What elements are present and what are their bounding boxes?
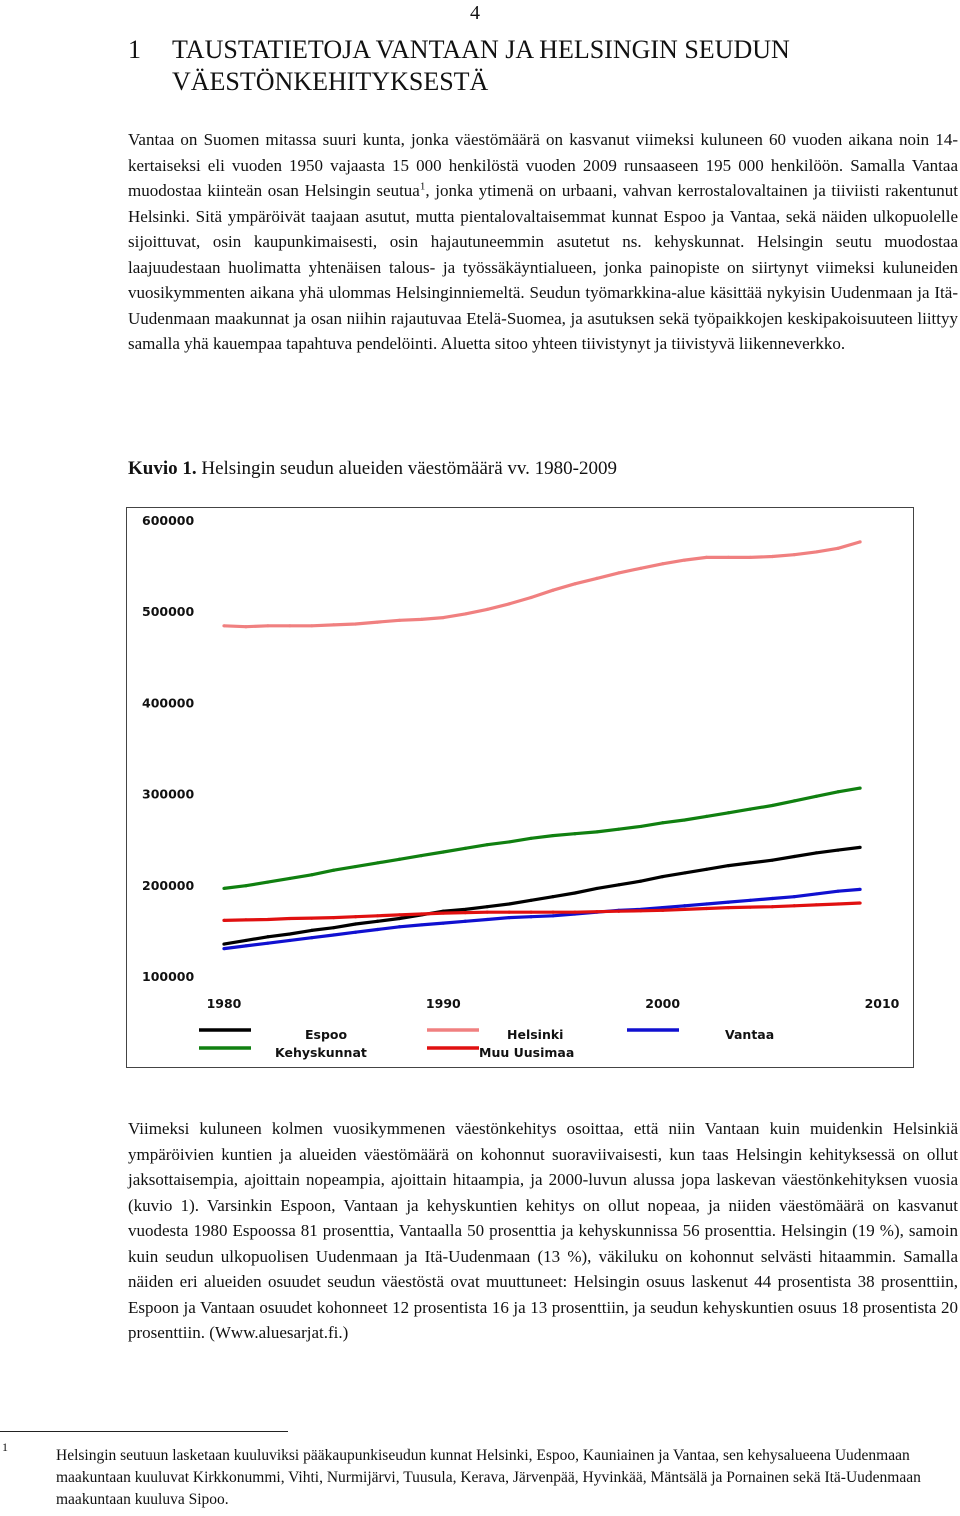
data-point-vantaa-2006 <box>793 895 796 898</box>
data-point-helsinki-2009 <box>858 540 861 543</box>
data-point-vantaa-1984 <box>310 936 313 939</box>
data-point-vantaa-1990 <box>442 922 445 925</box>
y-tick-label-600000: 600000 <box>142 513 195 528</box>
data-point-vantaa-2005 <box>771 897 774 900</box>
data-point-kehyskunnat-1981 <box>244 884 247 887</box>
data-point-helsinki-2007 <box>815 550 818 553</box>
data-point-helsinki-2004 <box>749 556 752 559</box>
data-point-helsinki-1989 <box>420 618 423 621</box>
data-point-helsinki-1992 <box>486 608 489 611</box>
data-point-vantaa-1982 <box>266 942 269 945</box>
data-point-vantaa-1988 <box>398 925 401 928</box>
data-point-muu-uusimaa-1983 <box>288 917 291 920</box>
data-point-vantaa-1981 <box>244 944 247 947</box>
data-point-kehyskunnat-1987 <box>376 861 379 864</box>
data-point-muu-uusimaa-2007 <box>815 903 818 906</box>
data-point-helsinki-2002 <box>705 556 708 559</box>
data-point-muu-uusimaa-1988 <box>398 913 401 916</box>
data-point-espoo-1995 <box>551 895 554 898</box>
data-point-muu-uusimaa-1987 <box>376 914 379 917</box>
data-point-muu-uusimaa-1990 <box>442 911 445 914</box>
figure-caption-text: Helsingin seudun alueiden väestömäärä vv. 1980-2009 <box>196 458 617 479</box>
data-point-vantaa-2002 <box>705 902 708 905</box>
data-point-helsinki-1998 <box>617 571 620 574</box>
data-point-helsinki-1984 <box>310 624 313 627</box>
data-point-vantaa-2008 <box>837 890 840 893</box>
x-tick-label-2000: 2000 <box>645 996 681 1011</box>
data-point-espoo-1994 <box>529 899 532 902</box>
data-point-espoo-1997 <box>595 887 598 890</box>
data-point-muu-uusimaa-2000 <box>661 909 664 912</box>
data-point-kehyskunnat-1993 <box>508 840 511 843</box>
data-point-espoo-2001 <box>683 871 686 874</box>
data-point-muu-uusimaa-1992 <box>486 911 489 914</box>
data-point-espoo-1996 <box>573 891 576 894</box>
legend-label-muu-uusimaa: Muu Uusimaa <box>479 1045 575 1060</box>
intro-text-part1: Vantaa on Suomen mitassa suuri kunta, jonka väestömäärä on kasvanut viimeksi kuluneen 60 vuoden aikana noin 14-kertaiseksi eli vuoden 1950 vajaasta 15 000 henkilöstä vuoden 2009 runsaaseen 195 000 henkilöön. Samalla Vantaa muodostaa kiinteän osan Helsingin seutua <box>128 130 958 200</box>
data-point-muu-uusimaa-2006 <box>793 904 796 907</box>
y-tick-label-400000: 400000 <box>142 695 195 711</box>
x-tick-label-1990: 1990 <box>425 996 461 1011</box>
data-point-kehyskunnat-1997 <box>595 830 598 833</box>
data-point-espoo-2006 <box>793 855 796 858</box>
data-point-vantaa-2003 <box>727 901 730 904</box>
data-point-vantaa-1986 <box>354 931 357 934</box>
data-point-kehyskunnat-1984 <box>310 873 313 876</box>
data-point-helsinki-2000 <box>661 562 664 565</box>
y-tick-label-100000: 100000 <box>142 969 195 984</box>
footnote-reference[interactable]: 1 <box>419 180 426 193</box>
data-point-vantaa-1993 <box>508 916 511 919</box>
data-point-espoo-1980 <box>222 942 225 945</box>
data-point-vantaa-1983 <box>288 939 291 942</box>
data-point-helsinki-2006 <box>793 553 796 556</box>
data-point-helsinki-1981 <box>244 625 247 628</box>
data-point-helsinki-1990 <box>442 616 445 619</box>
data-point-vantaa-1987 <box>376 928 379 931</box>
data-point-helsinki-1995 <box>551 589 554 592</box>
data-point-helsinki-2008 <box>837 547 840 550</box>
data-point-vantaa-2004 <box>749 899 752 902</box>
x-tick-label-2010: 2010 <box>864 996 900 1011</box>
data-point-espoo-1981 <box>244 939 247 942</box>
data-point-espoo-1985 <box>332 926 335 929</box>
data-point-helsinki-1986 <box>354 622 357 625</box>
data-point-vantaa-2009 <box>858 888 861 891</box>
footnote-divider <box>0 1431 288 1432</box>
data-point-helsinki-1993 <box>508 602 511 605</box>
data-point-kehyskunnat-2009 <box>858 787 861 790</box>
data-point-muu-uusimaa-2005 <box>771 905 774 908</box>
x-tick-label-1980: 1980 <box>206 996 242 1011</box>
data-point-espoo-2004 <box>749 861 752 864</box>
population-chart <box>126 507 914 1068</box>
y-tick-label-200000: 200000 <box>142 877 195 893</box>
data-point-muu-uusimaa-1989 <box>420 912 423 915</box>
data-point-kehyskunnat-2007 <box>815 795 818 798</box>
data-point-kehyskunnat-1989 <box>420 854 423 857</box>
data-point-kehyskunnat-2000 <box>661 821 664 824</box>
data-point-muu-uusimaa-2002 <box>705 907 708 910</box>
data-point-helsinki-1988 <box>398 619 401 622</box>
data-point-kehyskunnat-2008 <box>837 790 840 793</box>
data-point-helsinki-1985 <box>332 623 335 626</box>
data-point-helsinki-1980 <box>222 624 225 627</box>
data-point-vantaa-1991 <box>464 920 467 923</box>
data-point-espoo-2003 <box>727 864 730 867</box>
series-line-kehyskunnat <box>224 788 860 888</box>
series-line-helsinki <box>224 542 860 627</box>
data-point-espoo-2005 <box>771 859 774 862</box>
data-point-espoo-1983 <box>288 932 291 935</box>
chapter-number: 1 <box>128 35 141 64</box>
data-point-kehyskunnat-1999 <box>639 825 642 828</box>
y-tick-label-300000: 300000 <box>142 786 195 802</box>
data-point-kehyskunnat-1986 <box>354 865 357 868</box>
data-point-espoo-1982 <box>266 935 269 938</box>
data-point-espoo-1991 <box>464 908 467 911</box>
data-point-kehyskunnat-1998 <box>617 828 620 831</box>
data-point-kehyskunnat-1991 <box>464 847 467 850</box>
data-point-helsinki-1983 <box>288 624 291 627</box>
data-point-espoo-2002 <box>705 868 708 871</box>
data-point-espoo-1987 <box>376 920 379 923</box>
data-point-muu-uusimaa-1993 <box>508 911 511 914</box>
figure-caption <box>128 458 617 480</box>
data-point-muu-uusimaa-1994 <box>529 911 532 914</box>
intro-paragraph <box>128 127 958 357</box>
data-point-kehyskunnat-1980 <box>222 887 225 890</box>
y-tick-label-500000: 500000 <box>142 604 195 620</box>
data-point-muu-uusimaa-1980 <box>222 919 225 922</box>
data-point-helsinki-1994 <box>529 596 532 599</box>
data-point-vantaa-1985 <box>332 933 335 936</box>
footnote-marker: 1 <box>2 1440 8 1454</box>
data-point-muu-uusimaa-1999 <box>639 909 642 912</box>
data-point-kehyskunnat-2006 <box>793 799 796 802</box>
data-point-kehyskunnat-1994 <box>529 837 532 840</box>
data-point-muu-uusimaa-1998 <box>617 910 620 913</box>
data-point-espoo-2007 <box>815 851 818 854</box>
legend-label-helsinki: Helsinki <box>507 1027 564 1042</box>
data-point-muu-uusimaa-2009 <box>858 901 861 904</box>
data-point-muu-uusimaa-2003 <box>727 906 730 909</box>
data-point-muu-uusimaa-1996 <box>573 911 576 914</box>
data-point-muu-uusimaa-2008 <box>837 902 840 905</box>
data-point-espoo-1988 <box>398 917 401 920</box>
data-point-kehyskunnat-1988 <box>398 858 401 861</box>
series-line-espoo <box>224 847 860 944</box>
data-point-vantaa-1995 <box>551 914 554 917</box>
data-point-vantaa-2001 <box>683 904 686 907</box>
data-point-kehyskunnat-2002 <box>705 815 708 818</box>
data-point-espoo-1993 <box>508 902 511 905</box>
data-point-kehyskunnat-1982 <box>266 880 269 883</box>
data-point-muu-uusimaa-1981 <box>244 918 247 921</box>
data-point-kehyskunnat-1983 <box>288 877 291 880</box>
data-point-helsinki-1991 <box>464 612 467 615</box>
data-point-kehyskunnat-2001 <box>683 818 686 821</box>
data-point-helsinki-1997 <box>595 577 598 580</box>
data-point-vantaa-1992 <box>486 918 489 921</box>
data-point-helsinki-1996 <box>573 582 576 585</box>
data-point-vantaa-1989 <box>420 923 423 926</box>
data-point-muu-uusimaa-1982 <box>266 918 269 921</box>
data-point-muu-uusimaa-1997 <box>595 910 598 913</box>
data-point-kehyskunnat-1985 <box>332 869 335 872</box>
analysis-paragraph: Viimeksi kuluneen kolmen vuosikymmenen väestönkehitys osoittaa, että niin Vantaan kuin muidenkin Helsinkiä ympäröivien kuntien ja alueiden väestömäärä on kohonnut suoraviivaisesti, kun taas Helsingin kehityksessä on ollut jaksottaisempia, ajoittain nopeampia, ajoittain hitaampia, ja 2000-luvun alussa jopa laskevan väestönkehityksen vuosia (kuvio 1). Varsinkin Espoon, Vantaan ja kehyskuntien kehitys on ollut nopeaa, ja niiden väestömäärä on kasvanut vuodesta 1980 Espoossa 81 prosenttia, Vantaalla 50 prosenttia ja kehyskunnissa 56 prosenttia. Helsingin (19 %), samoin kuin seudun ulkopuolisen Uudenmaan ja Itä-Uudenmaan (13 %), väkiluku on kohonnut selvästi hitaammin. Samalla näiden eri alueiden osuudet seudun väestöstä ovat muuttuneet: Helsingin osuus laskenut 44 prosentista 38 prosenttiin, Espoon ja Vantaan osuudet kohonneet 12 prosentista 16 ja 13 prosenttiin, ja seudun kehyskuntien osuus 18 prosentista 20 prosenttiin. (Www.aluesarjat.fi.) <box>128 1119 958 1342</box>
data-point-kehyskunnat-1996 <box>573 832 576 835</box>
data-point-kehyskunnat-2005 <box>771 804 774 807</box>
data-point-helsinki-1999 <box>639 567 642 570</box>
data-point-kehyskunnat-2003 <box>727 811 730 814</box>
page-number: 4 <box>470 2 480 24</box>
data-point-helsinki-2005 <box>771 555 774 558</box>
legend-label-kehyskunnat: Kehyskunnat <box>275 1045 367 1060</box>
figure-label: Kuvio 1. <box>128 458 197 479</box>
data-point-muu-uusimaa-1984 <box>310 916 313 919</box>
data-point-muu-uusimaa-1986 <box>354 915 357 918</box>
data-point-muu-uusimaa-1991 <box>464 911 467 914</box>
data-point-vantaa-2007 <box>815 892 818 895</box>
data-point-vantaa-1994 <box>529 915 532 918</box>
data-point-helsinki-1987 <box>376 621 379 624</box>
data-point-kehyskunnat-1995 <box>551 834 554 837</box>
data-point-helsinki-2001 <box>683 559 686 562</box>
data-point-helsinki-1982 <box>266 624 269 627</box>
data-point-espoo-2008 <box>837 849 840 852</box>
data-point-muu-uusimaa-2004 <box>749 906 752 909</box>
legend-label-vantaa: Vantaa <box>725 1027 775 1042</box>
data-point-espoo-1984 <box>310 929 313 932</box>
footnote-text: Helsingin seutuun lasketaan kuuluviksi pääkaupunkiseudun kunnat Helsinki, Espoo, Kauniainen ja Vantaa, sen kehysalueena Uudenmaan maakuntaan kuuluvat Kirkkonummi, Vihti, Nurmijärvi, Tuusula, Kerava, Järvenpää, Hyvinkää, Mäntsälä ja Pornainen sekä Itä-Uudenmaan maakuntaan kuuluva Sipoo. <box>56 1447 921 1508</box>
data-point-kehyskunnat-2004 <box>749 808 752 811</box>
data-point-espoo-1992 <box>486 905 489 908</box>
population-chart-svg <box>127 508 913 1067</box>
legend-label-espoo: Espoo <box>305 1027 348 1042</box>
data-point-muu-uusimaa-2001 <box>683 908 686 911</box>
data-point-espoo-2009 <box>858 846 861 849</box>
data-point-helsinki-2003 <box>727 556 730 559</box>
data-point-espoo-1998 <box>617 883 620 886</box>
data-point-espoo-1999 <box>639 880 642 883</box>
data-point-muu-uusimaa-1995 <box>551 911 554 914</box>
data-point-espoo-2000 <box>661 875 664 878</box>
data-point-muu-uusimaa-1985 <box>332 916 335 919</box>
data-point-espoo-1986 <box>354 922 357 925</box>
chapter-title: TAUSTATIETOJA VANTAAN JA HELSINGIN SEUDUN VÄESTÖNKEHITYKSESTÄ <box>172 35 790 96</box>
intro-text-part2: , jonka ytimenä on urbaani, vahvan kerrostalovaltainen ja tiiviisti rakentunut Helsinki. Sitä ympäröivät taajaan asutut, mutta pientalovaltaisemmat kunnat Espoo ja Vantaa, sekä näiden ulkopuolelle sijoittuvat, osin kaupunkimaisesti, osin hajautuneemmin asutetut ns. kehyskunnat. Helsingin seutu muodostaa laajuudestaan huolimatta yhtenäisen talous- ja työssäkäyntialueen, jonka painopiste on siirtynyt viimeksi kuluneiden vuosikymmenten aikana yhä ulommas Helsinginniemeltä. Seudun työmarkkina-alue käsittää nykyisin Uudenmaan ja Itä-Uudenmaan maakunnat ja osan niihin rajautuvaa Etelä-Suomea, ja asutuksen sekä työpaikkojen keskipakoisuuteen liittyy samalla yhä kauempaa tapahtuva pendelöinti. Aluetta sitoo yhteen tiivistynyt ja tiivistyvä liikenneverkko. <box>128 181 958 353</box>
data-point-vantaa-1980 <box>222 947 225 950</box>
data-point-kehyskunnat-1990 <box>442 850 445 853</box>
data-point-kehyskunnat-1992 <box>486 843 489 846</box>
